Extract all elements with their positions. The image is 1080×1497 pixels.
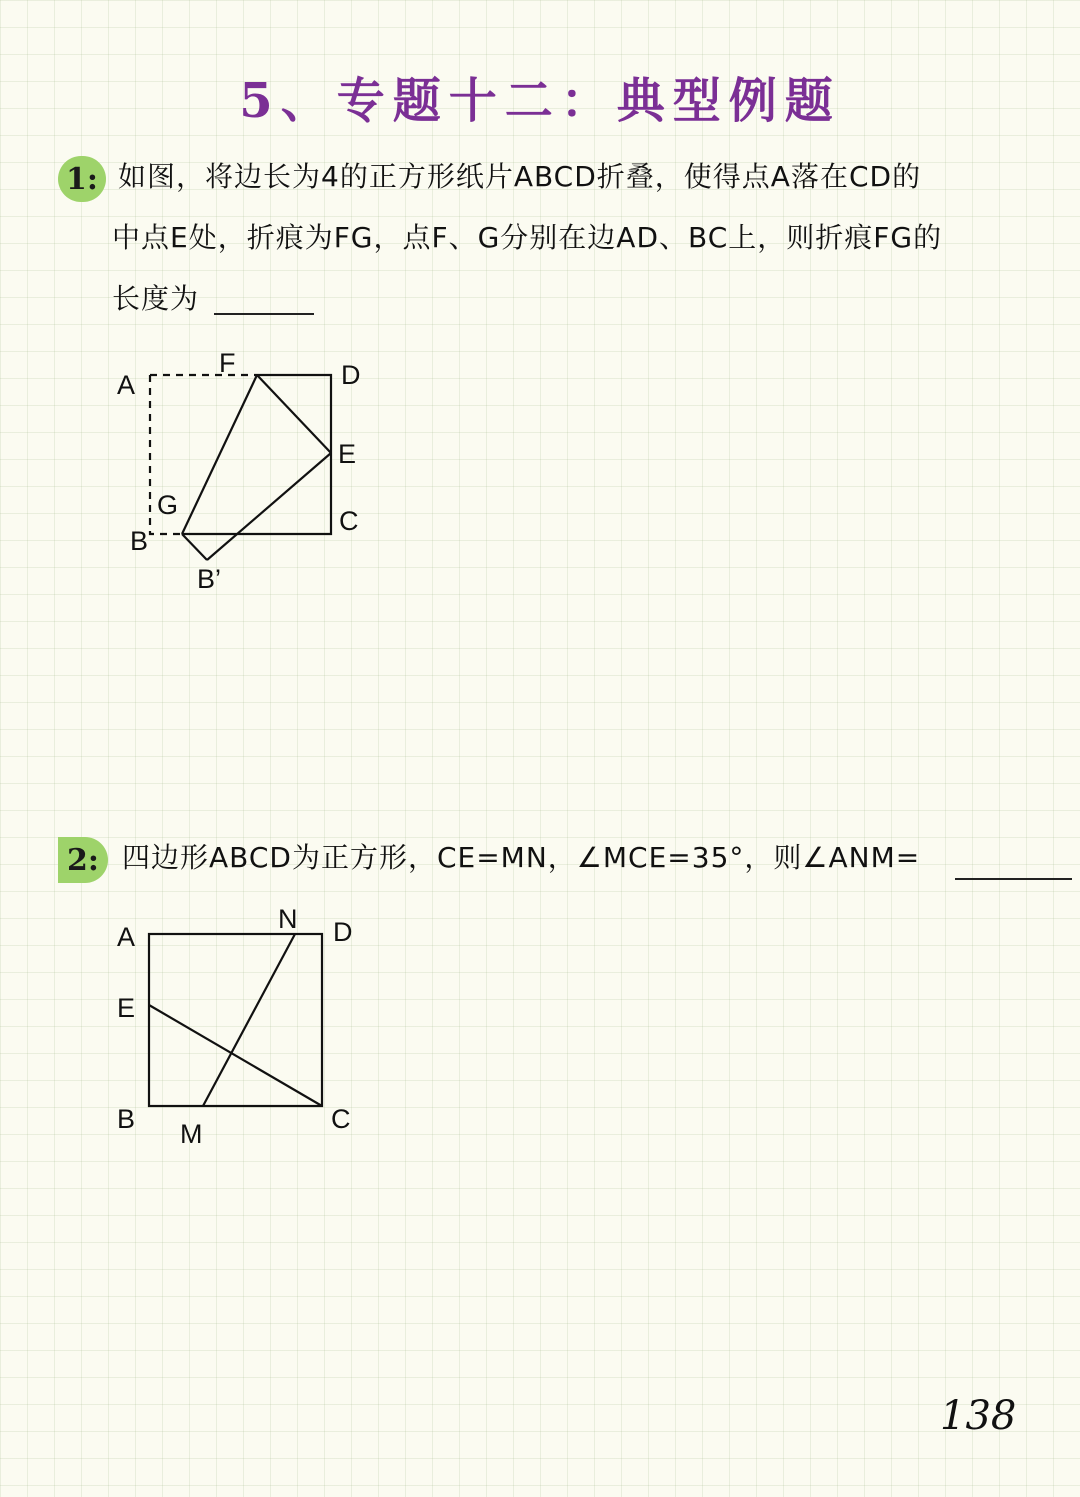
- label-c-1: C: [339, 506, 359, 536]
- page-title: 5、专题十二：典型例题: [239, 73, 841, 129]
- label-d-1: D: [341, 360, 361, 390]
- label-c-2: C: [331, 1104, 351, 1134]
- label-b-2: B: [117, 1104, 136, 1134]
- problem-2-line-1: 四边形ABCD为正方形，CE=MN，∠MCE=35°，则∠ANM=: [122, 841, 921, 874]
- label-e-2: E: [117, 993, 136, 1023]
- problem-2-badge: 2:: [58, 837, 108, 883]
- problem-1-line-3: 长度为: [112, 282, 200, 315]
- label-m: M: [180, 1119, 203, 1149]
- label-f: F: [219, 348, 236, 378]
- problem-1-line-1: 如图，将边长为4的正方形纸片ABCD折叠，使得点A落在CD的: [118, 160, 922, 193]
- label-a-1: A: [117, 370, 136, 400]
- label-a-2: A: [117, 922, 136, 952]
- problem-1-line-2: 中点E处，折痕为FG，点F、G分别在边AD、BC上，则折痕FG的: [112, 221, 943, 254]
- segment-ce: [149, 1005, 322, 1106]
- label-n: N: [278, 904, 298, 934]
- label-b-prime: B’: [197, 564, 222, 594]
- label-e-1: E: [338, 439, 357, 469]
- segment-mn: [203, 934, 295, 1106]
- label-b-1: B: [130, 526, 149, 556]
- label-d-2: D: [333, 917, 353, 947]
- page-number: 138: [940, 1393, 1017, 1439]
- problem-1-badge: 1:: [58, 156, 106, 202]
- label-g: G: [157, 490, 179, 520]
